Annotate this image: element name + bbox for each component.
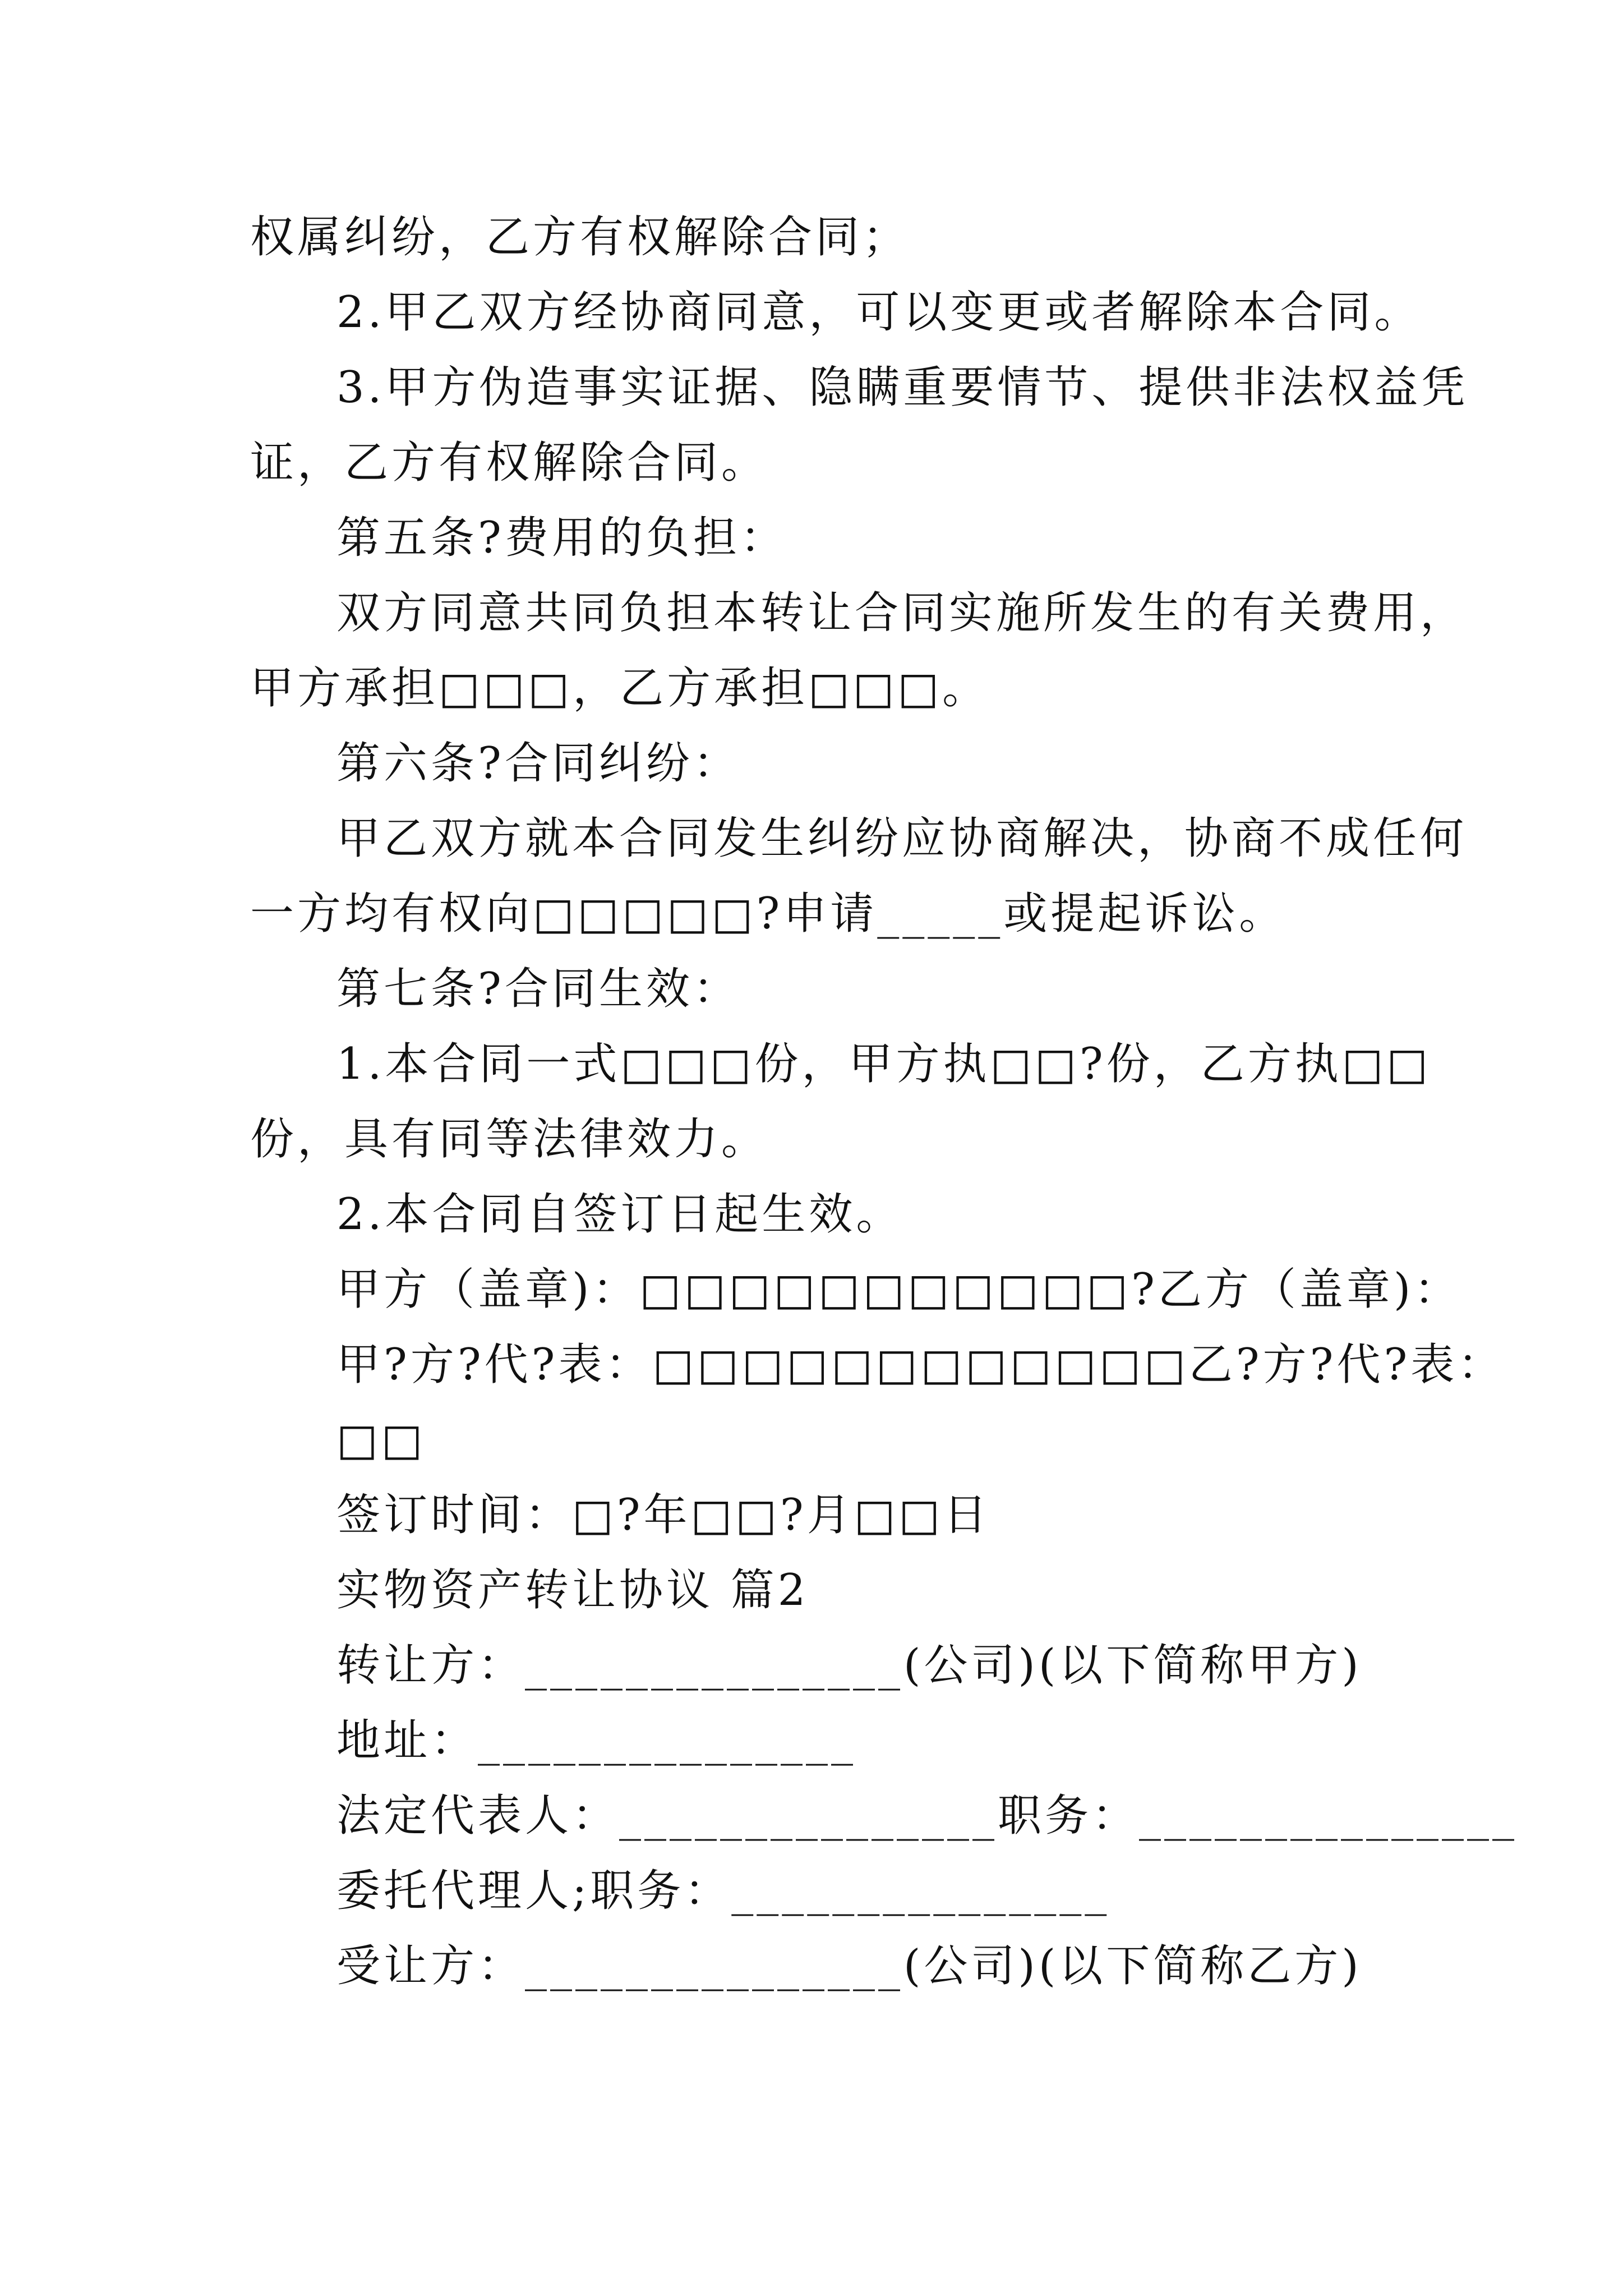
legal-representative-line: 法定代表人：_______________职务：_______________ bbox=[336, 1791, 1518, 1841]
section-heading-6: 第六条?合同纠纷： bbox=[336, 738, 740, 789]
authorized-agent-line: 委托代理人;职务：_______________ bbox=[336, 1866, 1110, 1916]
section-heading-7: 第七条?合同生效： bbox=[336, 964, 740, 1014]
signing-date-line: 签订时间：□?年□□?月□□日 bbox=[336, 1490, 991, 1540]
text-line-12: 1.本合同一式□□□份，甲方执□□?份，乙方执□□ bbox=[336, 1039, 1432, 1089]
text-line-17: □□ bbox=[336, 1415, 426, 1465]
text-line-3: 3.甲方伪造事实证据、隐瞒重要情节、提供非法权益凭 bbox=[336, 362, 1469, 413]
address-line: 地址：_______________ bbox=[336, 1715, 857, 1766]
text-line-4: 证，乙方有权解除合同。 bbox=[250, 438, 769, 488]
transferee-line: 受让方：_______________(公司)(以下简称乙方) bbox=[336, 1941, 1362, 1991]
section-heading-5: 第五条?费用的负担： bbox=[336, 513, 787, 563]
text-line-2: 2.甲乙双方经协商同意，可以变更或者解除本合同。 bbox=[336, 287, 1422, 338]
agreement-title-part-2: 实物资产转让协议 篇2 bbox=[336, 1565, 809, 1616]
transferor-line: 转让方：_______________(公司)(以下简称甲方) bbox=[336, 1640, 1362, 1691]
signature-line-representative: 甲?方?代?表：□□□□□□□□□□□□乙?方?代?表： bbox=[336, 1340, 1505, 1390]
text-line-7: 甲方承担□□□，乙方承担□□□。 bbox=[250, 663, 990, 714]
signature-line-party-a-seal: 甲方（盖章)：□□□□□□□□□□□?乙方（盖章)： bbox=[336, 1264, 1461, 1315]
text-line-1: 权属纠纷，乙方有权解除合同； bbox=[250, 212, 910, 263]
text-line-9: 甲乙双方就本合同发生纠纷应协商解决，协商不成任何 bbox=[336, 813, 1468, 864]
text-line-6: 双方同意共同负担本转让合同实施所发生的有关费用， bbox=[336, 588, 1468, 638]
text-line-13: 份，具有同等法律效力。 bbox=[250, 1114, 769, 1165]
text-line-10: 一方均有权向□□□□□?申请_____或提起诉讼。 bbox=[250, 889, 1287, 939]
text-line-14: 2.本合同自签订日起生效。 bbox=[336, 1189, 903, 1240]
